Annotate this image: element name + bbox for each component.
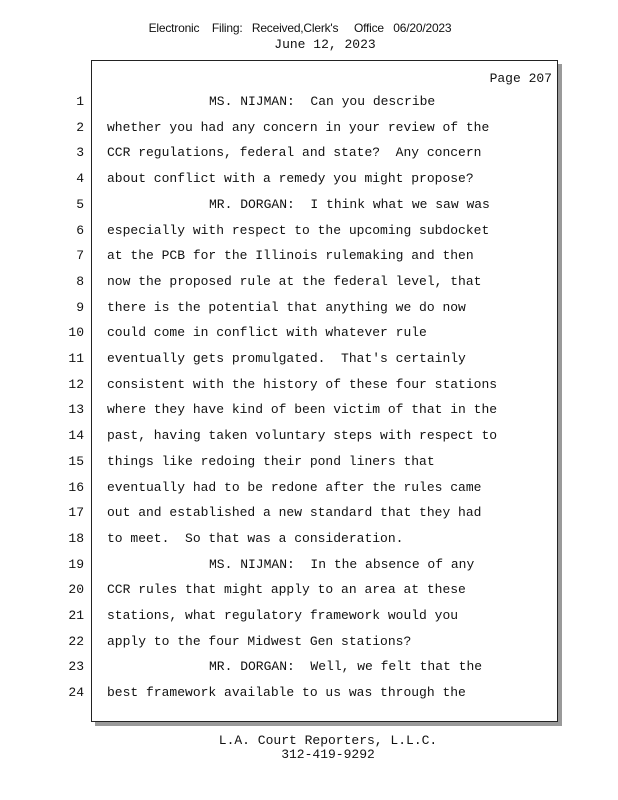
line-text: MS. NIJMAN: Can you describe [209,94,436,109]
transcript-line [0,298,618,318]
transcript-line [0,503,618,523]
transcript-line [0,657,618,677]
line-number: 19 [68,556,84,572]
line-number: 16 [68,479,84,495]
transcript-line [0,349,618,369]
transcript-line [0,169,618,189]
line-text: CCR rules that might apply to an area at these [107,582,466,598]
line-text: CCR regulations, federal and state? Any concern [107,145,482,161]
line-number: 14 [68,428,84,444]
line-number: 2 [76,119,84,135]
transcript-line [0,400,618,420]
transcript-line [0,478,618,498]
line-number: 6 [76,222,84,238]
transcript-line [0,683,618,703]
line-number: 13 [68,402,84,418]
line-text: MR. DORGAN: I think what we saw was [209,196,490,212]
line-text: things like redoing their pond liners that [107,453,435,469]
line-number: 24 [68,685,84,701]
line-number: 3 [76,145,84,161]
line-number: 23 [68,659,84,675]
line-number: 7 [76,248,84,264]
line-number: 5 [76,196,84,212]
line-number: 1 [76,94,84,109]
line-text: best framework available to us was through the [107,685,466,701]
footer-company: L.A. Court Reporters, L.L.C. [218,733,438,748]
transcript-line [0,92,618,112]
line-text: about conflict with a remedy you might propose? [107,171,474,187]
transcript-date: June 12, 2023 [274,37,376,52]
transcript-line [0,529,618,549]
transcript-line [0,246,618,266]
line-text: especially with respect to the upcoming subdocket [107,222,490,238]
line-number: 20 [68,582,84,598]
line-number: 12 [68,376,84,392]
line-number: 4 [76,171,84,187]
transcript-line [0,580,618,600]
line-text: apply to the four Midwest Gen stations? [107,633,412,649]
line-number: 8 [76,273,84,289]
transcript-line [0,452,618,472]
footer-phone: 312-419-9292 [281,747,375,762]
transcript-line [0,555,618,575]
line-number: 18 [68,530,84,546]
transcript-line [0,375,618,395]
line-text: eventually gets promulgated. That's certainly [107,351,466,366]
transcript-line [0,426,618,446]
line-text: eventually had to be redone after the rules came [107,479,482,495]
line-text: there is the potential that anything we do now [107,299,466,315]
line-number: 17 [68,505,84,521]
line-text: stations, what regulatory framework would you [107,608,459,623]
transcript-line [0,323,618,343]
line-text: past, having taken voluntary steps with respect to [107,428,498,444]
line-number: 9 [76,299,84,315]
transcript-line [0,632,618,652]
line-text: where they have kind of been victim of that in the [107,402,498,418]
line-number: 21 [68,608,84,623]
transcript-line [0,118,618,138]
transcript-line [0,221,618,241]
page-number: Page 207 [489,71,552,86]
line-number: 22 [68,633,84,649]
line-text: MS. NIJMAN: In the absence of any [209,556,475,572]
line-text: at the PCB for the Illinois rulemaking and then [107,248,474,264]
transcript-line [0,272,618,292]
line-text: consistent with the history of these four stations [107,376,498,392]
transcript-line [0,195,618,215]
line-number: 11 [68,351,84,366]
transcript-line [0,606,618,626]
line-number: 10 [68,325,84,341]
line-text: MR. DORGAN: Well, we felt that the [209,659,483,675]
filing-stamp: Electronic Filing: Received,Clerk's Office 06/20/2023 [148,21,452,35]
line-text: whether you had any concern in your review of the [107,119,490,135]
line-number: 15 [68,453,84,469]
transcript-line [0,143,618,163]
line-text: to meet. So that was a consideration. [107,530,404,546]
line-text: now the proposed rule at the federal level, that [107,273,482,289]
line-text: out and established a new standard that they had [107,505,482,521]
line-text: could come in conflict with whatever rule [107,325,427,341]
